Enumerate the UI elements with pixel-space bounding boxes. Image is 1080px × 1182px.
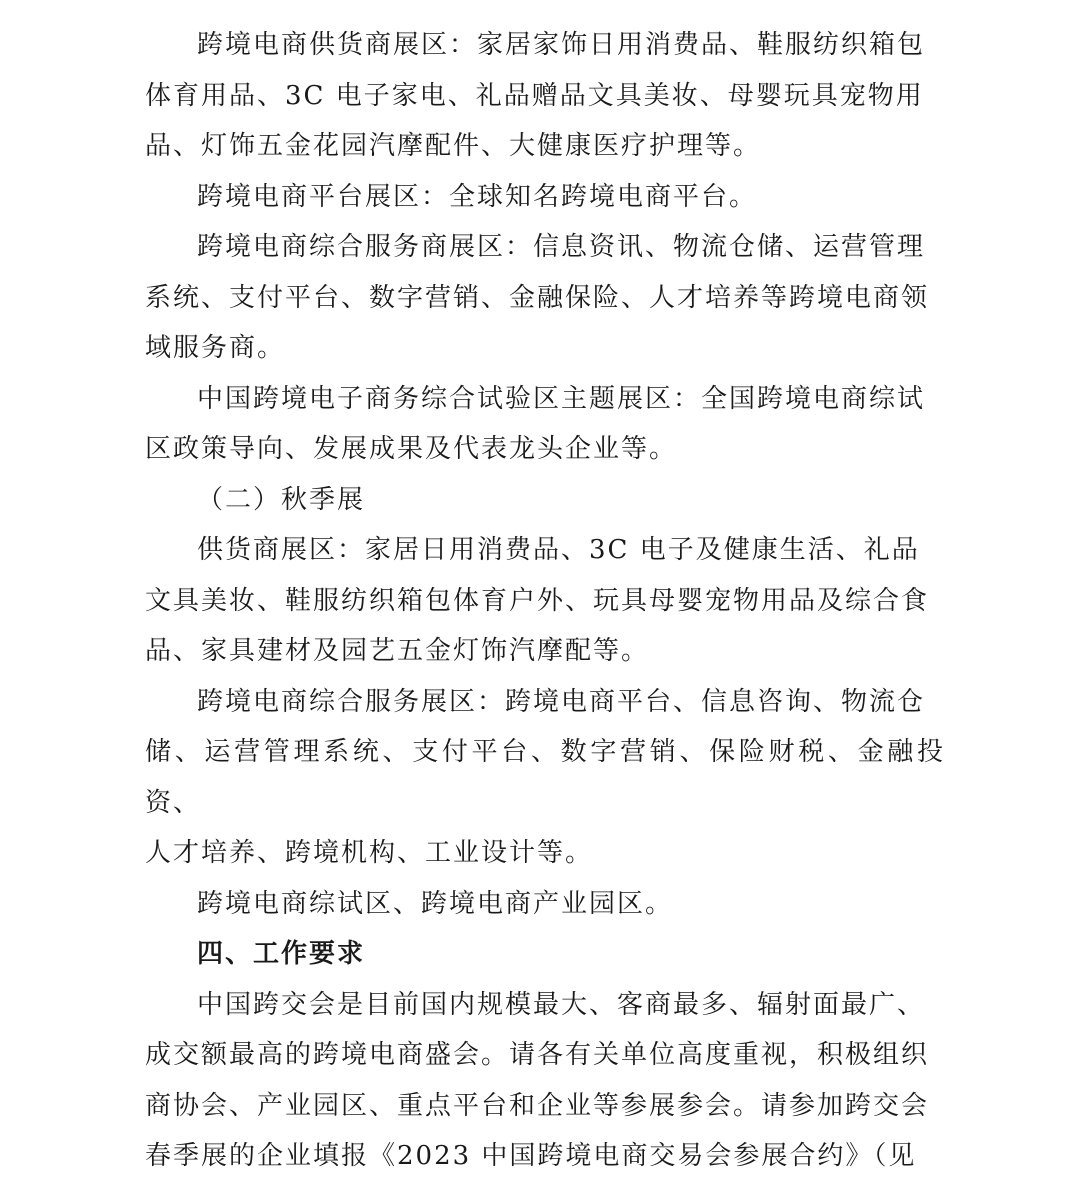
paragraph-spring-pilot-zone: 中国跨境电子商务综合试验区主题展区：全国跨境电商综试 区政策导向、发展成果及代表龙头企业等。 — [145, 383, 926, 464]
paragraph-spring-service-zone: 跨境电商综合服务商展区：信息资讯、物流仓储、运营管理 系统、支付平台、数字营销、金融保险、人才培养等跨境电商领 域服务商。 — [145, 232, 930, 363]
heading-work-requirements: 四、工作要求 — [197, 939, 366, 969]
heading-autumn-exhibition: （二）秋季展 — [197, 484, 366, 515]
paragraph-spring-supplier-zone: 跨境电商供货商展区：家居家饰日用消费品、鞋服纺织箱包 体育用品、3C 电子家电、礼品赠品文具美妆、母婴玩具宠物用 品、灯饰五金花园汽摩配件、大健康医疗护理等。 — [145, 30, 926, 161]
paragraph-work-requirements: 中国跨交会是目前国内规模最大、客商最多、辐射面最广、 成交额最高的跨境电商盛会。请各有关单位高度重视，积极组织 商协会、产业园区、重点平台和企业等参展参会。请参加跨交会 春季展的企业填报《2023 中国跨境电商交易会参展合约》（见 — [145, 989, 930, 1171]
paragraph-autumn-supplier-zone: 供货商展区：家居日用消费品、3C 电子及健康生活、礼品 文具美妆、鞋服纺织箱包体育户外、玩具母婴宠物用品及综合食 品、家具建材及园艺五金灯饰汽摩配等。 — [145, 535, 930, 666]
paragraph-autumn-service-zone: 跨境电商综合服务展区：跨境电商平台、信息咨询、物流仓 储、运营管理系统、支付平台、数字营销、保险财税、金融投资、 人才培养、跨境机构、工业设计等。 — [145, 686, 945, 868]
paragraph-autumn-pilot-zone: 跨境电商综试区、跨境电商产业园区。 — [197, 888, 674, 919]
paragraph-spring-platform-zone: 跨境电商平台展区：全球知名跨境电商平台。 — [197, 181, 758, 212]
document-body — [145, 20, 945, 1182]
